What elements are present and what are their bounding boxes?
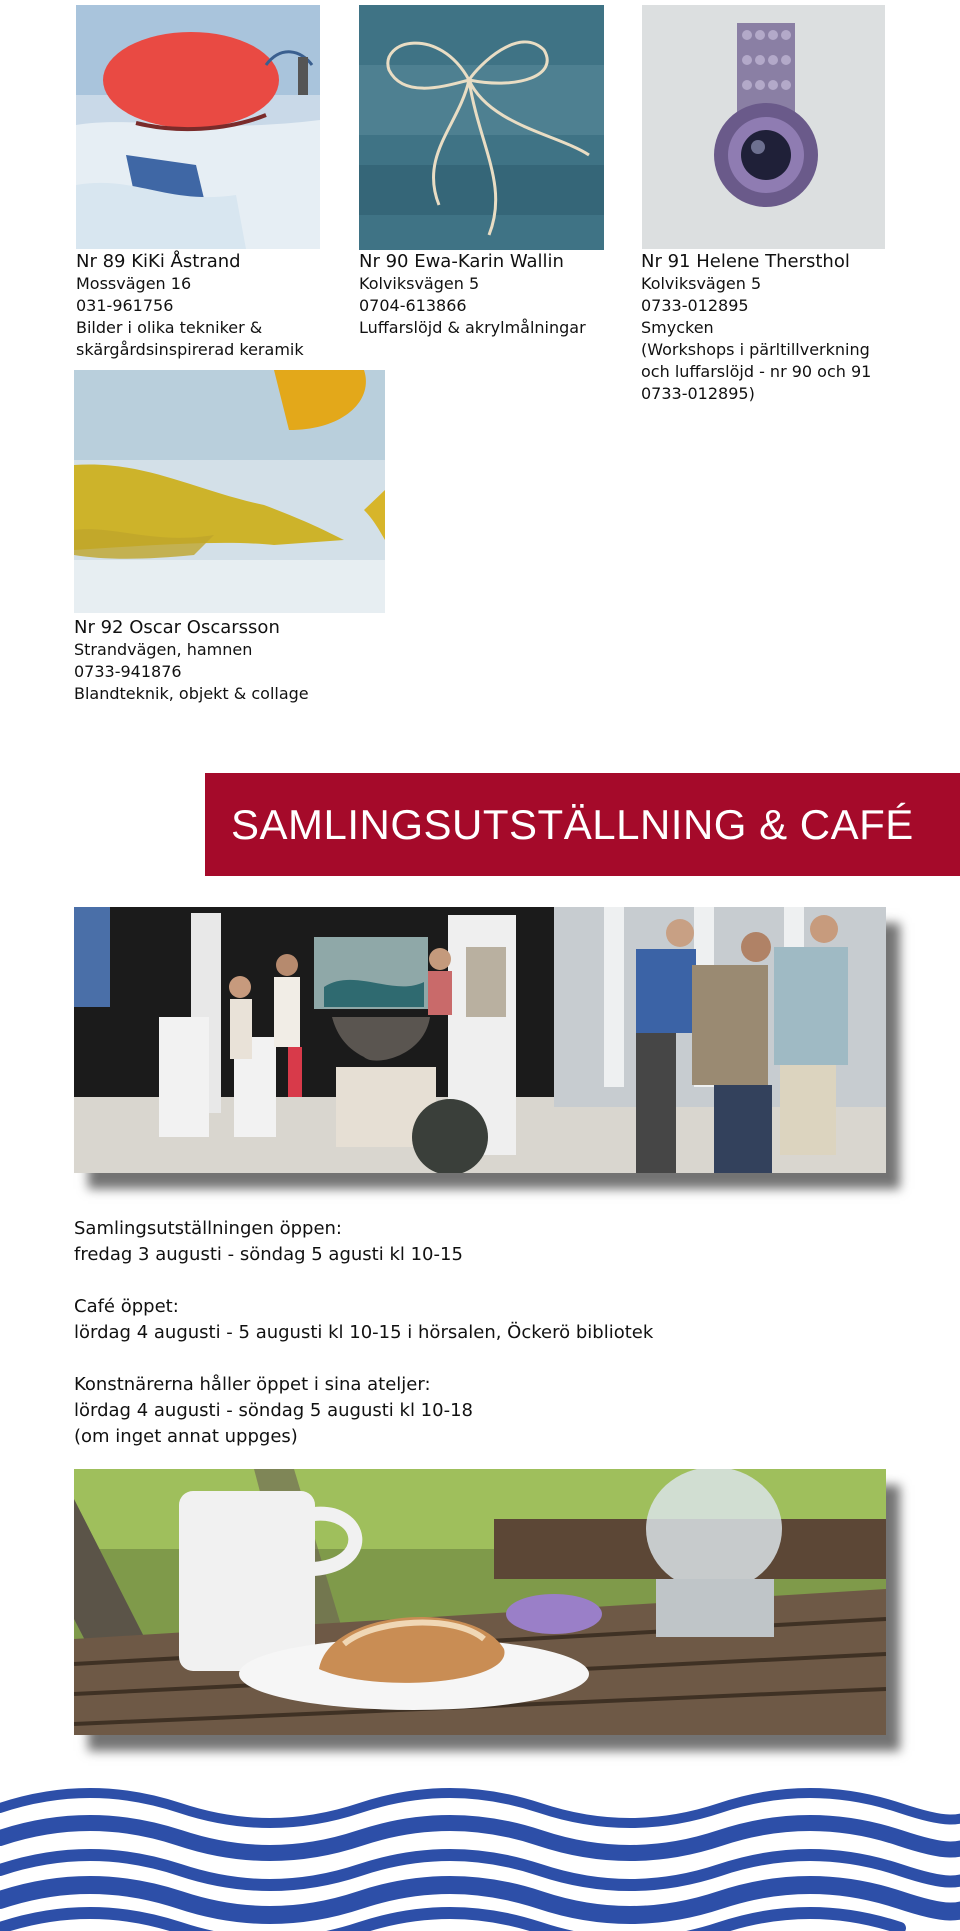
artist-description: Smycken xyxy=(641,318,714,337)
artist-description: Luffarslöjd & akrylmålningar xyxy=(359,318,586,337)
exhibition-photo xyxy=(74,907,886,1173)
artwork-photo-helene xyxy=(642,5,885,249)
artwork-photo-kiki xyxy=(76,5,320,249)
artist-name: Nr 92 Oscar Oscarsson xyxy=(74,617,280,638)
info-heading: Samlingsutställningen öppen: xyxy=(74,1218,342,1239)
opening-hours-info xyxy=(74,1216,874,1476)
artist-phone: 0733-012895 xyxy=(641,296,749,315)
artist-entry-91 xyxy=(641,250,941,405)
info-cafe xyxy=(74,1294,874,1346)
artist-name: Nr 90 Ewa-Karin Wallin xyxy=(359,251,564,272)
artwork-photo-oscar xyxy=(74,370,385,613)
artist-phone: 0704-613866 xyxy=(359,296,467,315)
artist-entry-89 xyxy=(76,250,346,361)
section-banner xyxy=(205,773,960,876)
artist-phone: 031-961756 xyxy=(76,296,174,315)
info-heading: Konstnärerna håller öppet i sina ateljer: xyxy=(74,1374,431,1395)
artist-entry-90 xyxy=(359,250,629,339)
info-line: lördag 4 augusti - 5 augusti kl 10-15 i hörsalen, Öckerö bibliotek xyxy=(74,1322,654,1343)
artist-address: Mossvägen 16 xyxy=(76,274,192,293)
artist-description: Bilder i olika tekniker & xyxy=(76,318,263,337)
artist-address: Kolviksvägen 5 xyxy=(641,274,762,293)
info-exhibition xyxy=(74,1216,874,1268)
artist-phone: 0733-941876 xyxy=(74,662,182,681)
artist-description: Blandteknik, objekt & collage xyxy=(74,684,309,703)
artist-description: 0733-012895) xyxy=(641,384,755,403)
info-heading: Café öppet: xyxy=(74,1296,179,1317)
artist-address: Kolviksvägen 5 xyxy=(359,274,480,293)
banner-title: SAMLINGSUTSTÄLLNING & CAFÉ xyxy=(231,800,914,848)
artist-address: Strandvägen, hamnen xyxy=(74,640,253,659)
info-line: fredag 3 augusti - söndag 5 agusti kl 10-15 xyxy=(74,1244,463,1265)
artist-description: (Workshops i pärltillverkning xyxy=(641,340,870,359)
cafe-photo xyxy=(74,1469,886,1735)
info-line: (om inget annat uppges) xyxy=(74,1426,298,1447)
artist-entry-92 xyxy=(74,616,394,705)
info-line: lördag 4 augusti - söndag 5 augusti kl 10-18 xyxy=(74,1400,473,1421)
wave-decoration xyxy=(0,1780,960,1931)
artist-description: skärgårdsinspirerad keramik xyxy=(76,340,304,359)
artist-name: Nr 89 KiKi Åstrand xyxy=(76,251,241,272)
artist-description: och luffarslöjd - nr 90 och 91 xyxy=(641,362,872,381)
info-studios xyxy=(74,1372,874,1450)
artwork-photo-ewa-karin xyxy=(359,5,604,250)
artist-name: Nr 91 Helene Thersthol xyxy=(641,251,850,272)
